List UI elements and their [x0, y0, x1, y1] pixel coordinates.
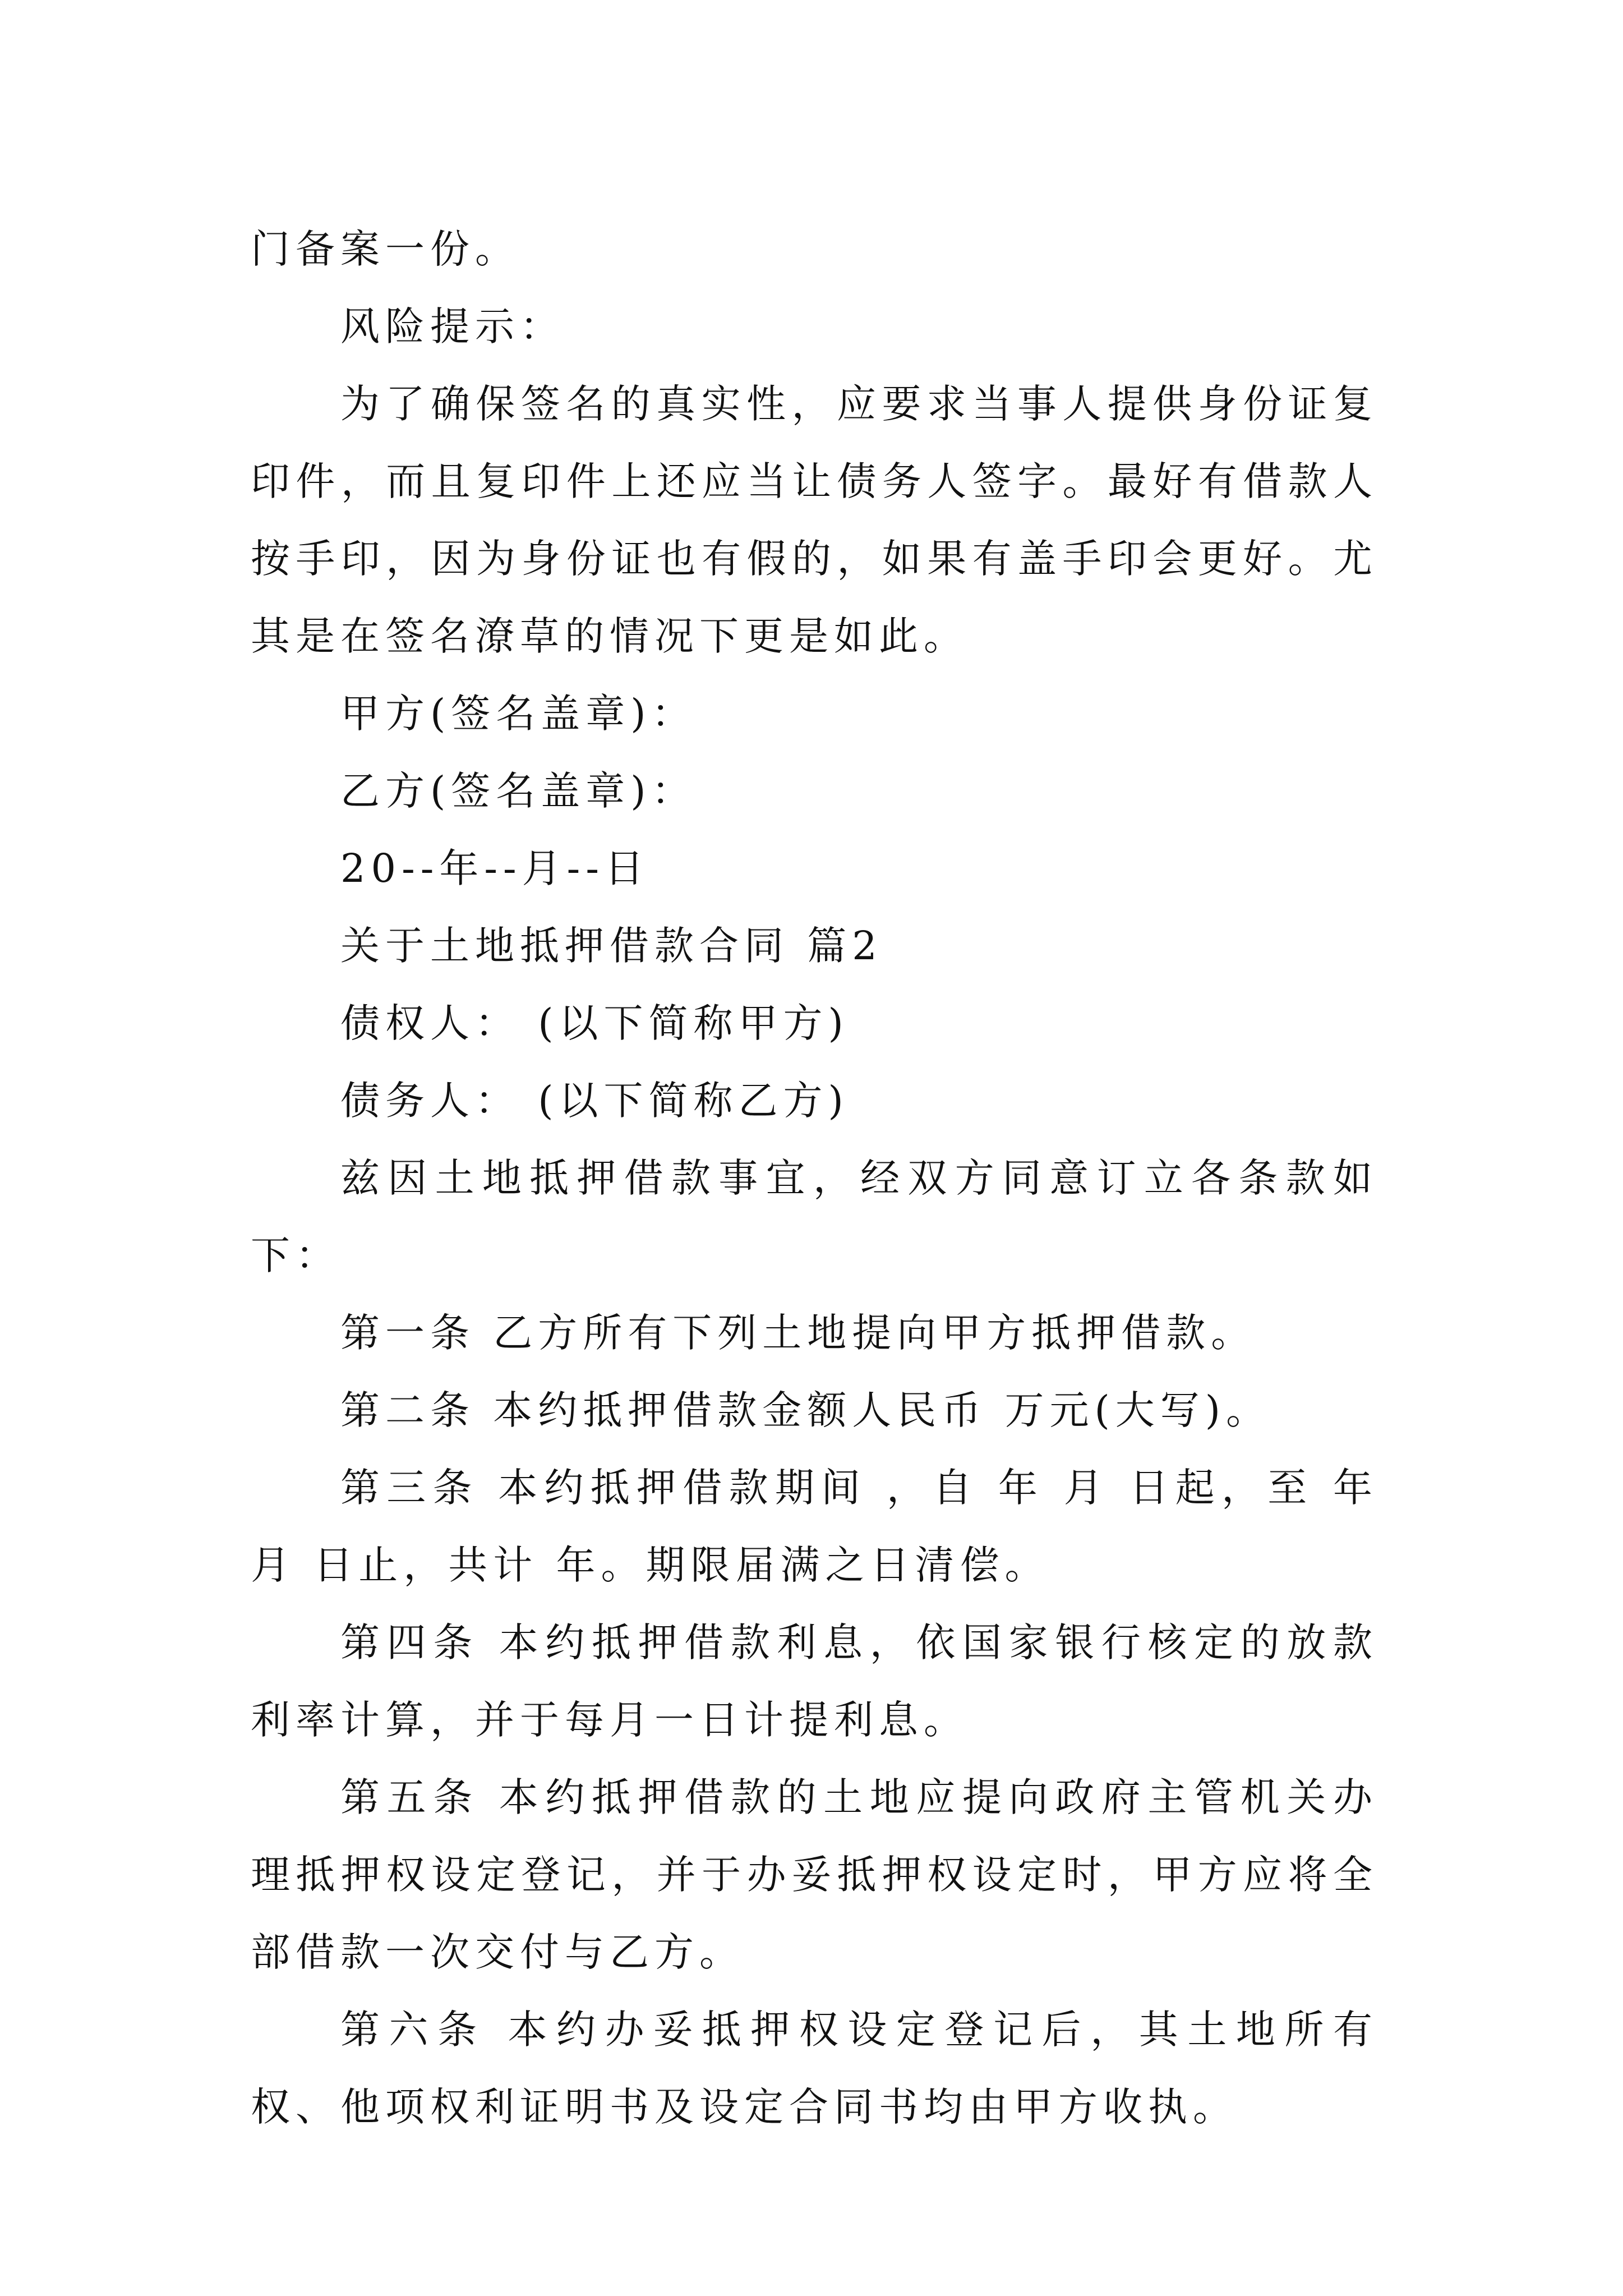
article-5: 第五条 本约抵押借款的土地应提向政府主管机关办理抵押权设定登记，并于办妥抵押权设定时，甲方应将全部借款一次交付与乙方。	[251, 1774, 1378, 1975]
section-title: 关于土地抵押借款合同 篇2	[340, 923, 883, 969]
signature-date: 20--年--月--日	[340, 845, 649, 891]
debtor-line: 债务人： (以下简称乙方)	[340, 1078, 849, 1124]
preamble: 兹因土地抵押借款事宜，经双方同意订立各条款如下：	[251, 1155, 1378, 1278]
document-body	[251, 210, 1378, 2146]
article-2: 第二条 本约抵押借款金额人民币 万元(大写)。	[340, 1387, 1271, 1433]
signature-party-b: 乙方(签名盖章)：	[340, 768, 697, 814]
creditor-line: 债权人： (以下简称甲方)	[340, 1000, 849, 1046]
article-6: 第六条 本约办妥抵押权设定登记后，其土地所有权、他项权利证明书及设定合同书均由甲方收执。	[251, 2007, 1378, 2130]
article-4: 第四条 本约抵押借款利息，依国家银行核定的放款利率计算，并于每月一日计提利息。	[251, 1619, 1378, 1743]
signature-party-a: 甲方(签名盖章)：	[340, 691, 697, 737]
paragraph-risk-heading: 风险提示：	[340, 303, 565, 349]
paragraph-continuation: 门备案一份。	[251, 226, 520, 272]
article-1: 第一条 乙方所有下列土地提向甲方抵押借款。	[340, 1310, 1256, 1356]
article-3: 第三条 本约抵押借款期间 ，自 年 月 日起，至 年 月 日止，共计 年。期限届满之日清偿。	[251, 1465, 1378, 1588]
paragraph-risk-text: 为了确保签名的真实性，应要求当事人提供身份证复印件，而且复印件上还应当让债务人签字。最好有借款人按手印，因为身份证也有假的，如果有盖手印会更好。尤其是在签名潦草的情况下更是如此。	[251, 381, 1378, 659]
